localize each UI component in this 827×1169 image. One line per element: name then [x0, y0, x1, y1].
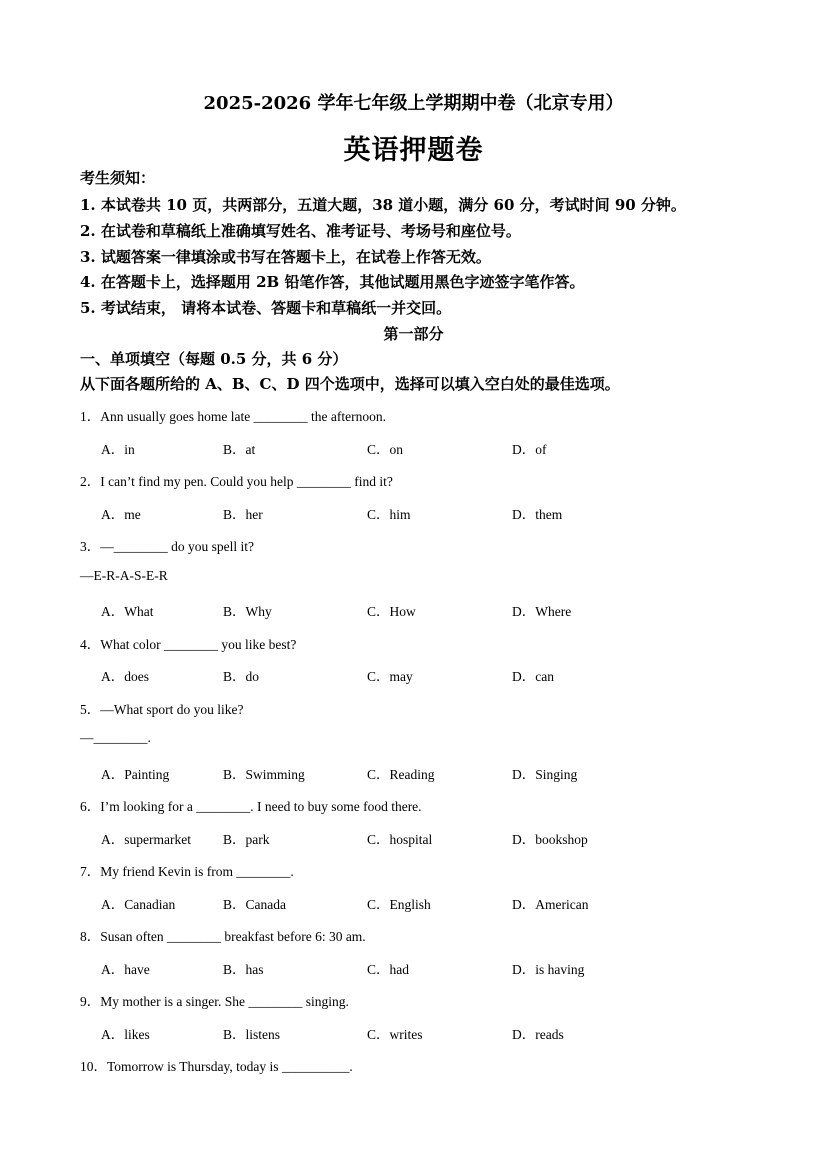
- option-d[interactable]: D．American: [512, 897, 589, 912]
- option-b[interactable]: B．listens: [223, 1027, 281, 1042]
- dialogue-answer: —E-R-A-S-E-R: [80, 568, 168, 583]
- notice-item: 2. 在试卷和草稿纸上准确填写姓名、准考证号、考场号和座位号。: [80, 222, 521, 240]
- option-c[interactable]: C．on: [367, 442, 404, 457]
- notice-item: 3. 试题答案一律填涂或书写在答题卡上，在试卷上作答无效。: [80, 248, 491, 266]
- notice-item: 1. 本试卷共 10 页，共两部分，五道大题，38 道小题，满分 60 分，考试时间 90 分钟。: [80, 196, 686, 214]
- question-stem: 7．My friend Kevin is from ________.: [80, 864, 294, 879]
- option-d[interactable]: D．bookshop: [512, 832, 588, 847]
- option-c[interactable]: C．hospital: [367, 832, 433, 847]
- exam-subtitle: 2025-2026 学年七年级上学期期中卷（北京专用）: [203, 93, 624, 114]
- option-b[interactable]: B．Why: [223, 604, 272, 619]
- option-d[interactable]: D．is having: [512, 962, 585, 977]
- option-c[interactable]: C．writes: [367, 1027, 423, 1042]
- notice-item: 5. 考试结束， 请将本试卷、答题卡和草稿纸一并交回。: [80, 299, 452, 317]
- option-a[interactable]: A．Canadian: [101, 897, 176, 912]
- question-stem: 5．—What sport do you like?: [80, 702, 244, 717]
- section-directions: 从下面各题所给的 A、B、C、D 四个选项中，选择可以填入空白处的最佳选项。: [80, 375, 620, 393]
- option-c[interactable]: C．him: [367, 507, 411, 522]
- question-stem: 4．What color ________ you like best?: [80, 637, 297, 652]
- question-stem: 9．My mother is a singer. She ________ singing.: [80, 994, 349, 1009]
- question-stem: 1．Ann usually goes home late ________ the afternoon.: [80, 409, 386, 424]
- option-b[interactable]: B．her: [223, 507, 263, 522]
- option-a[interactable]: A．Painting: [101, 767, 170, 782]
- option-b[interactable]: B．Swimming: [223, 767, 305, 782]
- option-c[interactable]: C．had: [367, 962, 409, 977]
- option-d[interactable]: D．reads: [512, 1027, 564, 1042]
- option-c[interactable]: C．may: [367, 669, 413, 684]
- part-heading: 第一部分: [383, 325, 444, 343]
- option-b[interactable]: B．Canada: [223, 897, 286, 912]
- question-stem: 8．Susan often ________ breakfast before 6: 30 am.: [80, 929, 366, 944]
- question-stem: 6．I’m looking for a ________. I need to buy some food there.: [80, 799, 422, 814]
- option-a[interactable]: A．What: [101, 604, 154, 619]
- option-d[interactable]: D．them: [512, 507, 563, 522]
- option-b[interactable]: B．do: [223, 669, 260, 684]
- option-d[interactable]: D．Singing: [512, 767, 578, 782]
- option-c[interactable]: C．How: [367, 604, 416, 619]
- question-stem: 2．I can’t find my pen. Could you help ________ find it?: [80, 474, 393, 489]
- section-heading: 一、单项填空（每题 0.5 分，共 6 分）: [80, 350, 348, 368]
- option-b[interactable]: B．at: [223, 442, 256, 457]
- option-a[interactable]: A．me: [101, 507, 141, 522]
- option-c[interactable]: C．Reading: [367, 767, 435, 782]
- notice-item: 4. 在答题卡上，选择题用 2B 铅笔作答，其他试题用黑色字迹签字笔作答。: [80, 273, 585, 291]
- notice-heading: 考生须知：: [80, 169, 156, 187]
- exam-title: 英语押题卷: [343, 135, 484, 166]
- option-b[interactable]: B．has: [223, 962, 264, 977]
- question-stem: 3．—________ do you spell it?: [80, 539, 254, 554]
- option-a[interactable]: A．have: [101, 962, 150, 977]
- option-d[interactable]: D．Where: [512, 604, 572, 619]
- option-a[interactable]: A．supermarket: [101, 832, 191, 847]
- dialogue-answer: —________.: [80, 730, 151, 745]
- option-b[interactable]: B．park: [223, 832, 270, 847]
- option-d[interactable]: D．can: [512, 669, 554, 684]
- option-a[interactable]: A．does: [101, 669, 149, 684]
- option-c[interactable]: C．English: [367, 897, 431, 912]
- question-stem: 10．Tomorrow is Thursday, today is __________.: [80, 1059, 353, 1074]
- option-a[interactable]: A．likes: [101, 1027, 150, 1042]
- option-a[interactable]: A．in: [101, 442, 135, 457]
- option-d[interactable]: D．of: [512, 442, 547, 457]
